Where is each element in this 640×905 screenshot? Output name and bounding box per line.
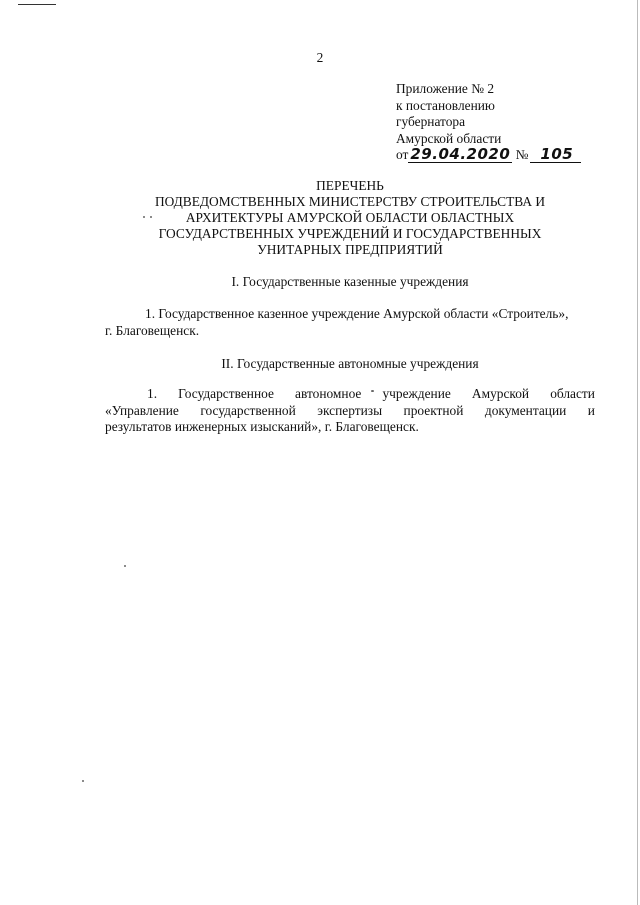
section-1-item-1-line-1: 1. Государственное казенное учреждение Амурской области «Строитель»,	[145, 306, 569, 321]
handwritten-number: 105	[530, 147, 581, 163]
scan-speck	[124, 565, 126, 567]
title-line-4: ГОСУДАРСТВЕННЫХ УЧРЕЖДЕНИЙ И ГОСУДАРСТВЕННЫХ	[158, 226, 542, 241]
title-line-5: УНИТАРНЫХ ПРЕДПРИЯТИЙ	[257, 242, 443, 257]
word: проектной	[403, 402, 464, 418]
word: экспертизы	[317, 402, 383, 418]
page-number: 2	[316, 50, 324, 65]
scan-speck	[143, 216, 145, 218]
title-line-2: ПОДВЕДОМСТВЕННЫХ МИНИСТЕРСТВУ СТРОИТЕЛЬСТВА И	[154, 194, 546, 209]
scan-speck	[371, 390, 374, 392]
word: Амурской	[471, 386, 530, 401]
word: «Управление	[105, 402, 179, 418]
appendix-block	[396, 81, 581, 164]
section-1-item-1-line-2: г. Благовещенск.	[105, 322, 200, 338]
scan-edge-line	[637, 0, 638, 905]
word: 1.	[147, 386, 158, 401]
word: автономное	[295, 386, 362, 401]
section-2-item-1	[105, 386, 595, 436]
word: области	[550, 386, 595, 401]
word: и	[587, 402, 595, 418]
handwritten-date: 29.04.2020	[410, 145, 511, 163]
section-1-heading: I. Государственные казенные учреждения	[231, 274, 469, 289]
title-line-1: ПЕРЕЧЕНЬ	[316, 178, 384, 193]
appendix-date-line	[396, 147, 581, 164]
section-2-item-1-line-3: результатов инженерных изысканий», г. Благовещенск.	[105, 419, 419, 434]
section-2-item-1-line-2	[105, 403, 595, 420]
scan-artifact-line	[18, 4, 56, 5]
word: государственной	[200, 402, 296, 418]
word: документации	[484, 402, 567, 418]
appendix-line-2: к постановлению	[396, 97, 495, 113]
appendix-line-1: Приложение № 2	[396, 81, 495, 96]
appendix-line-4: Амурской области	[396, 130, 502, 146]
date-prefix: от	[396, 147, 409, 162]
word: учреждение	[382, 386, 451, 401]
title-line-3: АРХИТЕКТУРЫ АМУРСКОЙ ОБЛАСТИ ОБЛАСТНЫХ	[185, 210, 515, 225]
scan-speck	[82, 780, 84, 782]
section-1-item-1	[105, 306, 595, 339]
document-title	[120, 178, 580, 258]
scan-speck	[150, 216, 152, 218]
word: Государственное	[178, 386, 274, 401]
section-2-heading: II. Государственные автономные учреждения	[221, 356, 479, 371]
appendix-line-3: губернатора	[396, 114, 466, 129]
section-2-item-1-line-1	[105, 386, 595, 403]
number-sign: №	[515, 147, 529, 162]
